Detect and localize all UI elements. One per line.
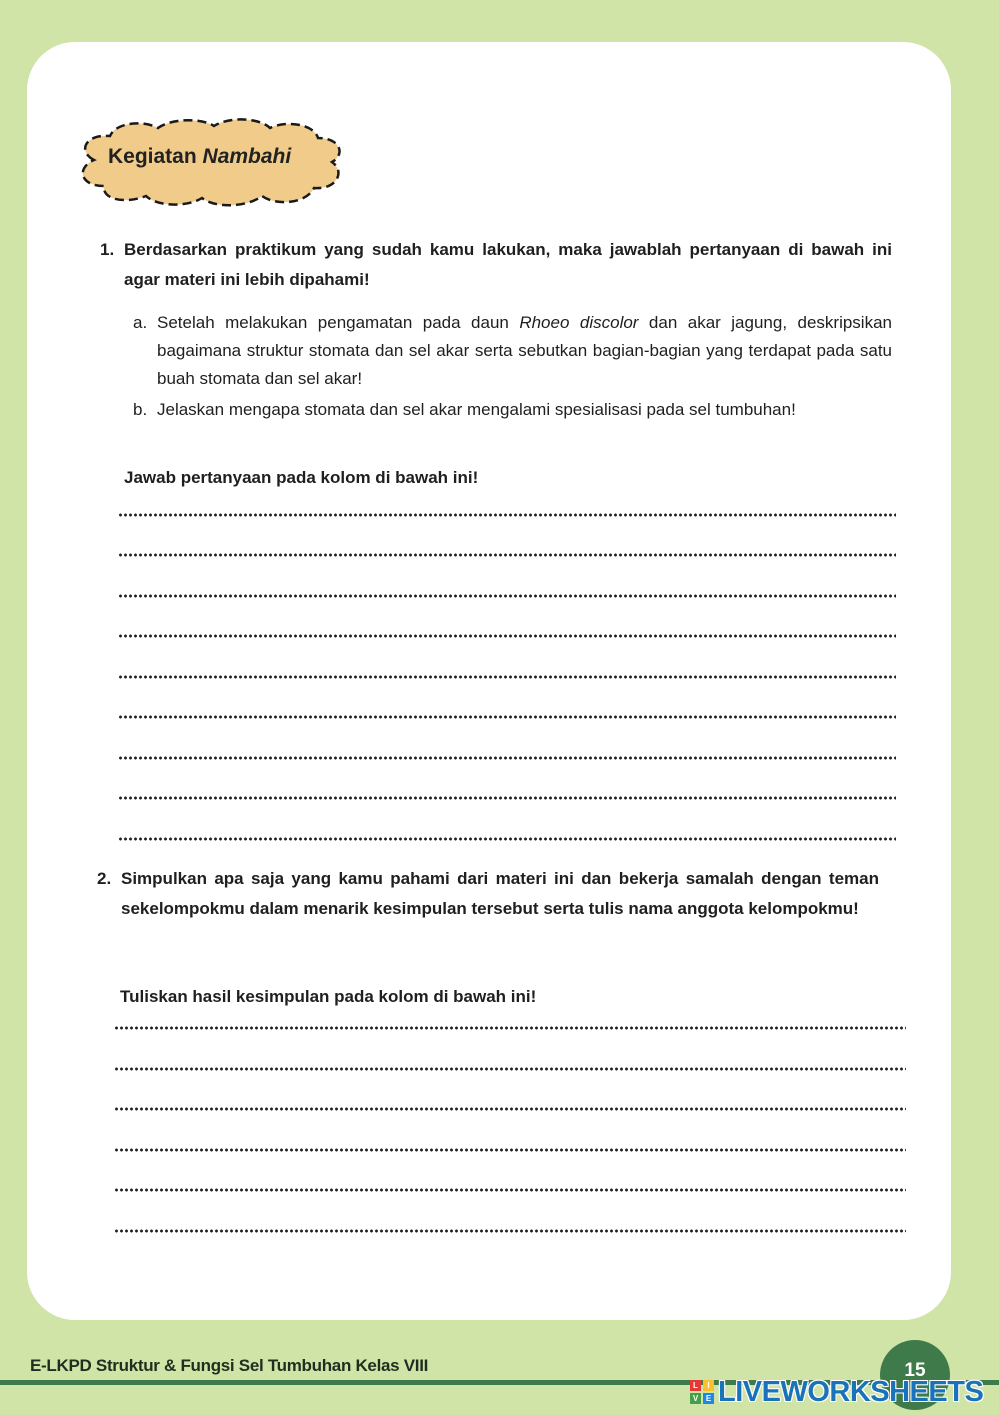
liveworksheets-blocks-icon: [690, 1380, 714, 1404]
page-number: 15: [904, 1360, 926, 1381]
question-1a-species: Rhoeo discolor: [519, 313, 639, 332]
answer-line-2-4[interactable]: [114, 1147, 906, 1153]
answer-line-1-7[interactable]: [118, 755, 896, 761]
answer-line-1-5[interactable]: [118, 674, 896, 680]
answer-line-2-1[interactable]: [114, 1025, 906, 1031]
question-1a: [133, 309, 892, 393]
logo-block-e: E: [703, 1393, 714, 1404]
answer-line-2-3[interactable]: [114, 1106, 906, 1112]
activity-title: Kegiatan Nambahi: [108, 145, 292, 168]
answer-instruction-2: Tuliskan hasil kesimpulan pada kolom di bawah ini!: [120, 987, 537, 1006]
answer-line-1-6[interactable]: [118, 714, 896, 720]
answer-line-2-2[interactable]: [114, 1066, 906, 1072]
footer-book-title: E-LKPD Struktur & Fungsi Sel Tumbuhan Kelas VIII: [30, 1356, 429, 1375]
question-1a-text-end: dan akar jagung, deskripsikan bagaimana struktur stomata dan sel akar serta sebutkan bagian-bagian yang terdapat pada satu buah stomata dan sel akar!: [157, 313, 892, 388]
question-2: [97, 864, 879, 924]
question-1b-label: b.: [133, 400, 148, 419]
answer-line-2-6[interactable]: [114, 1228, 906, 1234]
answer-line-1-1[interactable]: [118, 512, 896, 518]
answer-line-1-3[interactable]: [118, 593, 896, 599]
question-2-number: 2.: [97, 869, 112, 888]
logo-block-i: I: [703, 1380, 714, 1391]
answer-line-1-9[interactable]: [118, 836, 896, 842]
question-1-number: 1.: [100, 240, 115, 259]
liveworksheets-text: LIVEWORKSHEETS: [718, 1375, 984, 1408]
answer-instruction-1: Jawab pertanyaan pada kolom di bawah ini!: [124, 468, 479, 487]
answer-line-1-4[interactable]: [118, 633, 896, 639]
question-1-text: Berdasarkan praktikum yang sudah kamu lakukan, maka jawablah pertanyaan di bawah ini agar materi ini lebih dipahami!: [124, 240, 892, 289]
question-1a-label: a.: [133, 313, 148, 332]
question-1a-text-start: Setelah melakukan pengamatan pada daun: [157, 313, 520, 332]
liveworksheets-logo: [690, 1376, 983, 1408]
logo-block-l: L: [690, 1380, 701, 1391]
worksheet-card: [27, 42, 951, 1320]
logo-block-v: V: [690, 1393, 701, 1404]
question-1b: [133, 396, 892, 424]
answer-line-2-5[interactable]: [114, 1187, 906, 1193]
question-1b-text: Jelaskan mengapa stomata dan sel akar mengalami spesialisasi pada sel tumbuhan!: [157, 400, 796, 419]
answer-line-1-8[interactable]: [118, 795, 896, 801]
question-2-text: Simpulkan apa saja yang kamu pahami dari materi ini dan bekerja samalah dengan teman sekelompokmu dalam menarik kesimpulan tersebut serta tulis nama anggota kelompokmu!: [121, 869, 879, 918]
question-1: [100, 235, 892, 295]
answer-line-1-2[interactable]: [118, 552, 896, 558]
